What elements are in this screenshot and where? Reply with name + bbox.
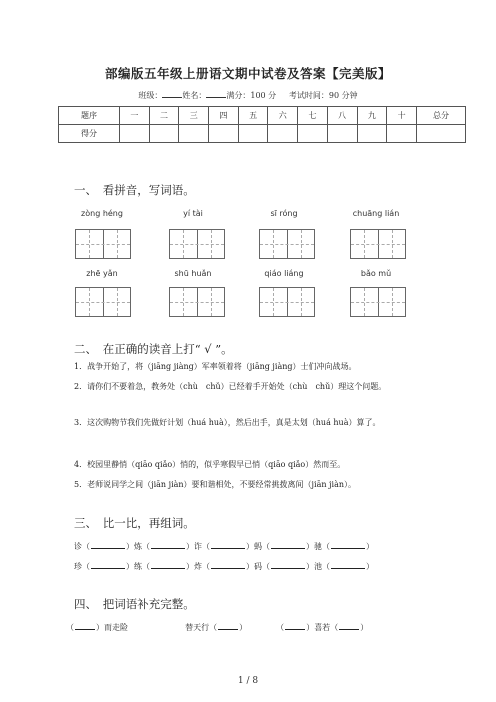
- score-table-header: [59, 107, 466, 125]
- compare-char: 珍: [74, 562, 82, 571]
- compare-row: 珍（ ）练（ ）炸（ ）码（ ）池（ ）: [74, 562, 374, 571]
- idiom-row: （ ）而走险 替天行（ ） （ ）喜若（ ）: [66, 623, 369, 632]
- exam-info: [0, 89, 496, 101]
- compare-char: 诈: [194, 542, 202, 551]
- class-label: 班级：: [138, 91, 163, 100]
- compare-row: 诊（ ）炼（ ）诈（ ）蚂（ ）驰（ ）: [74, 542, 374, 551]
- score-header-cell: 四: [209, 107, 239, 125]
- answer-blank[interactable]: [91, 540, 125, 549]
- compare-char: 诊: [74, 542, 82, 551]
- pinyin-label: sī róng: [270, 209, 298, 218]
- answer-blank[interactable]: [285, 621, 305, 630]
- writing-grid[interactable]: [169, 287, 225, 317]
- pinyin-label: chuāng lián: [352, 209, 400, 218]
- score-cell[interactable]: [268, 125, 298, 143]
- compare-char: 练: [134, 562, 142, 571]
- score-header-cell: 三: [179, 107, 209, 125]
- score-header-cell: 一: [120, 107, 150, 125]
- score-cell[interactable]: [179, 125, 209, 143]
- compare-char: 码: [254, 562, 262, 571]
- question-item: 5．老师说同学之间（jiān jiàn）要和谐相处，不要经常挑拨离间（jiān jiàn）。: [74, 480, 357, 489]
- writing-grid[interactable]: [350, 287, 406, 317]
- section3-heading: 三、 比一比，再组词。: [74, 516, 195, 530]
- compare-char: 蚂: [254, 542, 262, 551]
- score-header-cell: 六: [268, 107, 298, 125]
- compare-char: 炸: [194, 562, 202, 571]
- score-cell[interactable]: [387, 125, 417, 143]
- score-table-row: [59, 125, 466, 143]
- answer-blank[interactable]: [211, 540, 245, 549]
- page-number: 1 / 8: [237, 676, 259, 686]
- score-cell[interactable]: [120, 125, 150, 143]
- full-score: 满分：100 分: [226, 91, 277, 100]
- question-item: 2．请你们不要着急，教务处（chù chǔ）已经着手开始处（chù chǔ）理这个问题。: [74, 382, 387, 391]
- answer-blank[interactable]: [151, 540, 185, 549]
- compare-char: 池: [314, 562, 322, 571]
- score-header-cell: 题序: [59, 107, 120, 125]
- score-cell[interactable]: [149, 125, 179, 143]
- score-cell[interactable]: [209, 125, 239, 143]
- page-title: 部编版五年级上册语文期中试卷及答案【完美版】: [104, 66, 391, 81]
- score-table: [58, 106, 466, 143]
- score-header-cell: 五: [238, 107, 268, 125]
- score-header-cell: 九: [357, 107, 387, 125]
- writing-grid[interactable]: [75, 287, 131, 317]
- score-header-cell: 八: [327, 107, 357, 125]
- answer-blank[interactable]: [271, 560, 305, 569]
- score-cell[interactable]: [238, 125, 268, 143]
- score-cell[interactable]: [298, 125, 328, 143]
- idiom-part: 而走险: [104, 623, 128, 632]
- compare-char: 炼: [134, 542, 142, 551]
- name-label: 姓名：: [182, 91, 207, 100]
- question-item: 1．战争开始了，将（jiāng jiàng）军率领着将（jiāng jiàng）士们冲向战场。: [74, 362, 357, 371]
- answer-blank[interactable]: [331, 560, 365, 569]
- section2-heading: 二、 在正确的读音上打“ √ ”。: [74, 342, 233, 356]
- writing-grid[interactable]: [259, 287, 315, 317]
- question-item: 4．校园里静悄（qiāo qiǎo）悄的，似乎寒假早已悄（qiāo qiǎo）然而至。: [74, 460, 346, 469]
- pinyin-label: shū huǎn: [174, 269, 212, 278]
- compare-char: 驰: [314, 542, 322, 551]
- score-header-cell: 七: [298, 107, 328, 125]
- writing-grid[interactable]: [350, 229, 406, 259]
- idiom-part: 喜若: [314, 623, 331, 632]
- answer-blank[interactable]: [91, 560, 125, 569]
- pinyin-label: bǎo mǔ: [360, 269, 392, 278]
- answer-blank[interactable]: [339, 621, 359, 630]
- writing-grid[interactable]: [259, 229, 315, 259]
- answer-blank[interactable]: [218, 621, 238, 630]
- pinyin-label: zòng héng: [81, 209, 123, 218]
- exam-time: 考试时间：90 分钟: [288, 91, 358, 100]
- pinyin-label: qiáo liáng: [264, 269, 304, 278]
- score-header-cell: 十: [387, 107, 417, 125]
- score-cell[interactable]: [417, 125, 466, 143]
- idiom-part: 替天行: [185, 623, 210, 632]
- answer-blank[interactable]: [331, 540, 365, 549]
- writing-grid[interactable]: [75, 229, 131, 259]
- answer-blank[interactable]: [211, 560, 245, 569]
- answer-blank[interactable]: [151, 560, 185, 569]
- score-label: 得分: [59, 125, 120, 143]
- pinyin-label: zhē yǎn: [86, 269, 118, 278]
- pinyin-label: yí tài: [183, 209, 203, 218]
- writing-grid[interactable]: [169, 229, 225, 259]
- name-blank: [206, 89, 226, 98]
- answer-blank[interactable]: [75, 621, 95, 630]
- score-header-cell: 总分: [417, 107, 466, 125]
- score-cell[interactable]: [357, 125, 387, 143]
- score-cell[interactable]: [327, 125, 357, 143]
- section4-heading: 四、 把词语补充完整。: [74, 597, 195, 611]
- class-blank: [162, 89, 182, 98]
- question-item: 3．这次购物节我们先做好计划（huá huà），然后出手，真是太划（huá huà）算了。: [74, 418, 381, 427]
- answer-blank[interactable]: [271, 540, 305, 549]
- section1-heading: 一、 看拼音，写词语。: [74, 183, 195, 197]
- score-header-cell: 二: [149, 107, 179, 125]
